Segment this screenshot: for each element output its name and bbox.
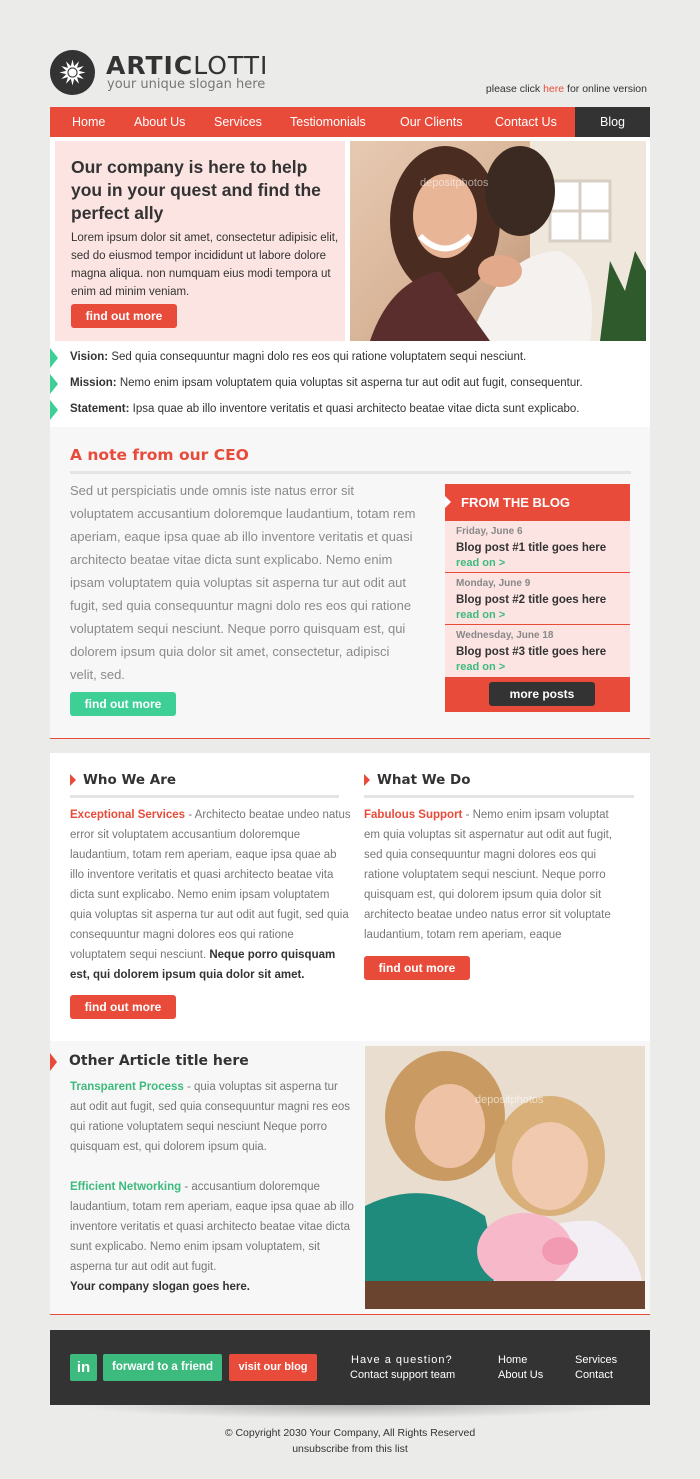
- footer: [50, 1330, 650, 1405]
- ceo-text: Sed ut perspiciatis unde omnis iste natus error sit voluptatem accusantium doloremque laudantium, totam rem aperiam, eaque ipsa quae ab illo inventore veritatis et quasi architecto beatae vitae dicta sunt explicabo. Nemo enim ipsam voluptatem quia voluptas sit asperna tur aut odit aut fugit, sed quia consequuntur magni dolo res eos qui ratione voluptatem sequi nesciunt. Neque porro quisquam est, qui dolorem ipsum quia dolor sit amet, consectetur, adipisci velit, sed.: [70, 483, 416, 682]
- red-arrow-icon: [364, 774, 370, 786]
- footer-link-about-us[interactable]: About Us: [498, 1369, 544, 1381]
- visit-blog-button[interactable]: visit our blog: [229, 1354, 317, 1381]
- green-arrow-icon: [50, 374, 58, 394]
- hero-text-box: [55, 141, 345, 341]
- what-we-do-heading: What We Do: [377, 772, 471, 788]
- nav-home[interactable]: Home: [72, 115, 106, 129]
- post-title[interactable]: Blog post #1 title goes here: [456, 542, 607, 554]
- post-title[interactable]: Blog post #3 title goes here: [456, 646, 607, 658]
- blog-widget-footer: [445, 677, 630, 712]
- footer-question: Have a question?: [351, 1354, 453, 1366]
- what-we-do-text: Fabulous Support - Nemo enim ipsam voluptat em quia voluptas sit aspernatur aut odit aut fugit, sed quia consequuntur magni dolores eos qui ratione voluptatem sequi nesciunt. Neque porro quisquam est, qui dolorem ipsum quia dolor sit architecto beatae undeo natus error sit voluptate laudantium, totam rem aperiam, eaque: [364, 809, 613, 941]
- footer-link-services[interactable]: Services: [575, 1354, 618, 1366]
- logo-icon: [50, 50, 95, 95]
- ceo-section: [50, 427, 650, 738]
- hero-photo-couple: [350, 141, 646, 341]
- post-date: Monday, June 9: [456, 578, 531, 589]
- footer-link-contact[interactable]: Contact: [575, 1369, 613, 1381]
- copyright-text: © Copyright 2030 Your Company, All Rights Reserved: [224, 1427, 476, 1439]
- red-arrow-icon: [50, 1053, 57, 1071]
- footer-shadow: [70, 1405, 630, 1419]
- nav-our-clients[interactable]: Our Clients: [400, 115, 463, 129]
- nav-testimonials[interactable]: Testiomonials: [290, 115, 366, 129]
- who-we-are-heading: Who We Are: [83, 772, 177, 788]
- what-find-out-more-button[interactable]: find out more: [364, 956, 470, 980]
- online-version-notice: please click here for online version: [485, 83, 647, 95]
- brand-slogan: your unique slogan here: [107, 77, 266, 92]
- section-divider: [50, 1314, 650, 1315]
- ceo-title: A note from our CEO: [70, 446, 249, 464]
- article-section: [50, 1041, 650, 1314]
- online-version-link[interactable]: here: [543, 83, 565, 95]
- watermark-text: depositphotos: [420, 177, 489, 189]
- post-date: Friday, June 6: [456, 526, 523, 537]
- ceo-find-out-more-button[interactable]: find out more: [70, 692, 176, 716]
- divider: [364, 795, 634, 798]
- brand-name: ARTICLOTTI: [106, 51, 269, 80]
- article-title: Other Article title here: [69, 1053, 249, 1069]
- read-on-link[interactable]: read on >: [456, 661, 506, 673]
- read-on-link[interactable]: read on >: [456, 557, 506, 569]
- nav-blog[interactable]: Blog: [575, 107, 650, 137]
- more-posts-button[interactable]: more posts: [489, 682, 595, 706]
- hero-text: Lorem ipsum dolor sit amet, consectetur adipisic elit, sed do eiusmod tempor incididunt ut labore dolore magna aliqua. non numquam eius modi tempora ut enim ad minim veniam.: [71, 232, 339, 298]
- nav-about-us[interactable]: About Us: [134, 115, 186, 129]
- footer-link-home[interactable]: Home: [498, 1354, 528, 1366]
- nav-contact-us[interactable]: Contact Us: [495, 115, 557, 129]
- divider: [70, 795, 339, 798]
- who-we-are-text: Exceptional Services - Architecto beatae undeo natus error sit voluptatem accusantium doloremque laudantium, totam rem aperiam, eaque ipsa quae ab illo inventore veritatis et quasi architecto beatae vita dicta sunt explicabo. Nemo enim ipsam voluptatem quia voluptas sit asperna tur aut odit aut fugit, sed quia consequuntur magni dolores eos qui ratione voluptatem sequi nesciunt. Neque porro quisquam est, qui dolorem ipsum quia dolor sit amet.: [70, 809, 351, 981]
- linkedin-icon[interactable]: in: [70, 1354, 97, 1381]
- green-arrow-icon: [50, 348, 58, 368]
- blog-widget-heading: FROM THE BLOG: [445, 484, 630, 521]
- services-section: [50, 753, 650, 1041]
- vision-statement: Vision: Sed quia consequuntur magni dolo res eos qui ratione voluptatem sequi nesciunt.: [70, 351, 527, 363]
- hero-title: Our company is here to help you in your quest and find the perfect ally: [71, 157, 321, 223]
- forward-to-friend-button[interactable]: forward to a friend: [103, 1354, 222, 1381]
- who-find-out-more-button[interactable]: find out more: [70, 995, 176, 1019]
- blog-post[interactable]: [445, 573, 630, 625]
- company-statement: Statement: Ipsa quae ab illo inventore veritatis et quasi architecto beatae vitae dicta sunt explicabo.: [70, 403, 580, 415]
- green-arrow-icon: [50, 400, 58, 420]
- mission-statement: Mission: Nemo enim ipsam voluptatem quia voluptas sit asperna tur aut odit aut fugit, consequentur.: [70, 377, 583, 389]
- blog-widget: [445, 484, 630, 712]
- hero-section: [50, 137, 650, 345]
- post-date: Wednesday, June 18: [456, 630, 554, 641]
- section-divider: [50, 738, 650, 739]
- article-text: Transparent Process - quia voluptas sit asperna tur aut odit aut fugit, sed quia consequuntur magni res eos qui ratione voluptatem sequi nesciunt Neque porro quisquam est, qui dolorem ipsum quia. Efficient Networking - accusantium doloremque laudantium, totam rem aperiam, eaque ipsa quae ab illo inventore veritatis et quasi architecto beatae vitae dicta sunt explicabo. Nemo enim ipsam voluptatem, sit asperna tur aut odit aut fugit. Your company slogan goes here.: [70, 1081, 354, 1293]
- statements-section: [50, 345, 650, 427]
- watermark-text: depositphotos: [475, 1094, 544, 1106]
- post-title[interactable]: Blog post #2 title goes here: [456, 594, 607, 606]
- nav-services[interactable]: Services: [214, 115, 262, 129]
- main-nav: [50, 107, 650, 137]
- article-photo-piggy-bank: [365, 1046, 645, 1309]
- divider: [70, 471, 631, 474]
- red-arrow-icon: [70, 774, 76, 786]
- blog-post[interactable]: [445, 625, 630, 677]
- blog-post[interactable]: [445, 521, 630, 573]
- contact-support-link[interactable]: Contact support team: [350, 1369, 456, 1381]
- read-on-link[interactable]: read on >: [456, 609, 506, 621]
- unsubscribe-link[interactable]: unsubscribe from this list: [292, 1443, 408, 1455]
- hero-find-out-more-button[interactable]: find out more: [71, 304, 177, 328]
